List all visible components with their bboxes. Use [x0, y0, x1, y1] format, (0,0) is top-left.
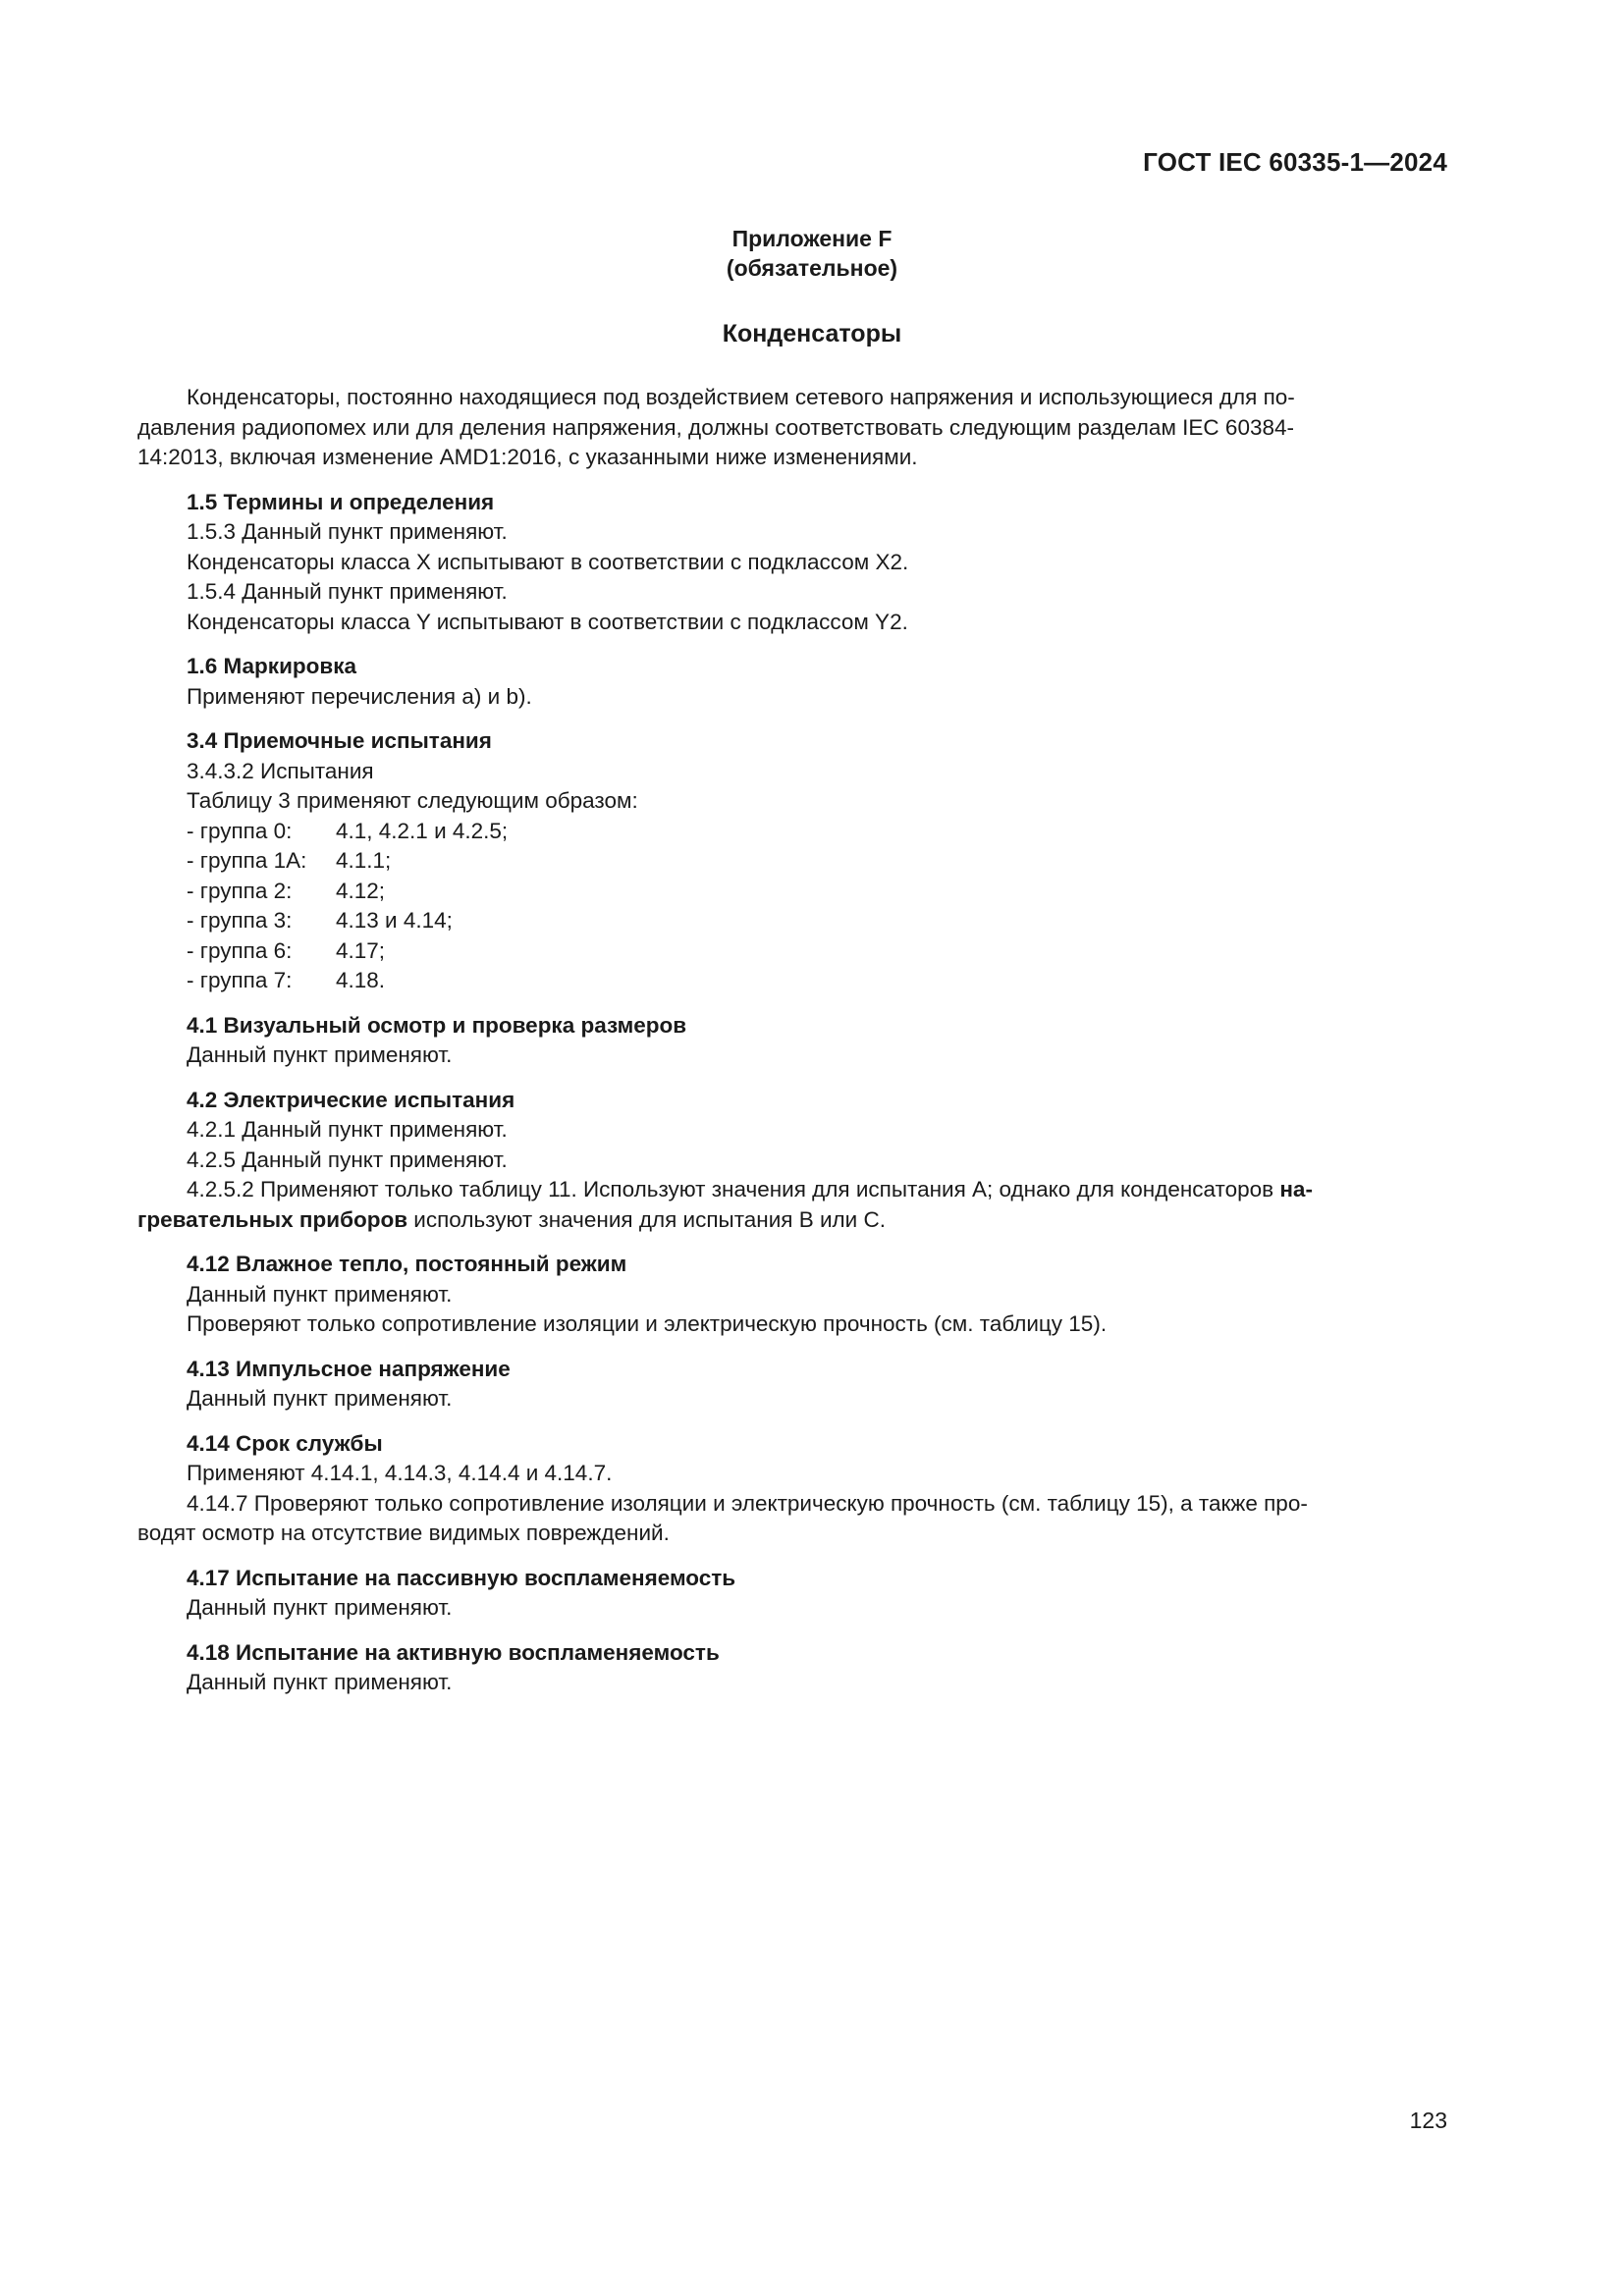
bold-term: гревательных приборов	[137, 1206, 408, 1232]
group-row	[187, 846, 1446, 877]
section-4-12	[187, 1250, 1446, 1340]
section-line: Данный пункт применяют.	[187, 1042, 453, 1067]
section-title: Конденсаторы	[722, 320, 902, 347]
group-label: - группа 7:	[187, 968, 293, 992]
section-line: Данный пункт применяют.	[187, 1281, 453, 1307]
appendix-subtitle: (обязательное)	[726, 255, 898, 281]
section-3-4	[187, 726, 1446, 996]
section-heading: 4.1 Визуальный осмотр и проверка размеров	[187, 1012, 687, 1038]
document-body	[137, 383, 1446, 1713]
section-line: 4.2.5 Данный пункт применяют.	[187, 1147, 508, 1172]
group-row	[187, 877, 1446, 907]
section-line: Данный пункт применяют.	[187, 1386, 453, 1411]
group-label: - группа 0:	[187, 818, 293, 843]
section-line: 4.14.7 Проверяют только сопротивление изоляции и электрическую прочность (см. таблицу 15), а также про-	[187, 1490, 1308, 1516]
group-value: 4.13 и 4.14;	[336, 908, 453, 933]
section-line: водят осмотр на отсутствие видимых повреждений.	[137, 1521, 670, 1545]
section-line: Данный пункт применяют.	[187, 1595, 453, 1620]
appendix-title: Приложение F	[731, 226, 893, 251]
group-row	[187, 936, 1446, 967]
group-value: 4.17;	[336, 937, 386, 963]
section-1-6	[187, 652, 1446, 712]
section-4-14	[137, 1429, 1446, 1549]
group-value: 4.1.1;	[336, 848, 392, 873]
section-4-17	[187, 1564, 1446, 1624]
group-value: 4.1, 4.2.1 и 4.2.5;	[336, 818, 509, 843]
section-4-18	[187, 1638, 1446, 1698]
group-row	[187, 966, 1446, 996]
section-line: Проверяют только сопротивление изоляции и электрическую прочность (см. таблицу 15).	[187, 1311, 1108, 1336]
group-value: 4.18.	[336, 968, 386, 992]
section-line: 3.4.3.2 Испытания	[187, 758, 374, 783]
text-run: используют значения для испытания В или С.	[407, 1206, 886, 1232]
section-1-5	[187, 488, 1446, 638]
section-heading: 3.4 Приемочные испытания	[187, 728, 492, 753]
section-4-13	[187, 1355, 1446, 1415]
section-line: Применяют перечисления а) и b).	[187, 683, 532, 709]
section-line: 1.5.4 Данный пункт применяют.	[187, 579, 508, 604]
intro-paragraph	[137, 383, 1446, 473]
section-heading: 4.14 Срок службы	[187, 1430, 383, 1456]
intro-line-1: Конденсаторы, постоянно находящиеся под воздействием сетевого напряжения и использующиеся для по-	[187, 385, 1295, 409]
group-value: 4.12;	[336, 878, 386, 903]
section-4-1	[187, 1011, 1446, 1071]
group-row	[187, 817, 1446, 847]
section-line: Данный пункт применяют.	[187, 1670, 453, 1694]
section-line: 4.2.1 Данный пункт применяют.	[187, 1117, 508, 1142]
section-heading: 1.5 Термины и определения	[187, 489, 495, 514]
group-row	[187, 906, 1446, 936]
section-heading: 4.17 Испытание на пассивную воспламеняемость	[187, 1565, 736, 1590]
section-heading: 4.13 Импульсное напряжение	[187, 1356, 511, 1381]
page-number: 123	[1409, 2108, 1447, 2133]
section-line	[137, 1205, 1446, 1236]
section-line: Конденсаторы класса Y испытывают в соответствии с подклассом Y2.	[187, 609, 908, 634]
document-code-header: ГОСТ IEC 60335-1—2024	[1143, 147, 1447, 177]
section-line: Конденсаторы класса X испытывают в соответствии с подклассом X2.	[187, 549, 909, 574]
section-4-2	[137, 1086, 1446, 1236]
intro-line-3: 14:2013, включая изменение AMD1:2016, с указанными ниже изменениями.	[137, 445, 918, 469]
section-line	[187, 1175, 1446, 1205]
text-run: 4.2.5.2 Применяют только таблицу 11. Используют значения для испытания А; однако для конденсаторов	[187, 1177, 1280, 1201]
bold-term: на-	[1279, 1177, 1313, 1201]
section-heading: 4.2 Электрические испытания	[187, 1087, 515, 1112]
section-heading: 4.18 Испытание на активную воспламеняемость	[187, 1639, 720, 1665]
appendix-heading	[0, 224, 1624, 283]
section-line: Таблицу 3 применяют следующим образом:	[187, 788, 638, 813]
intro-line-2: давления радиопомех или для деления напряжения, должны соответствовать следующим разделам IEC 60384-	[137, 414, 1294, 440]
group-label: - группа 6:	[187, 937, 293, 963]
section-heading: 1.6 Маркировка	[187, 654, 356, 678]
section-line: Применяют 4.14.1, 4.14.3, 4.14.4 и 4.14.7.	[187, 1461, 613, 1485]
group-label: - группа 1А:	[187, 848, 307, 873]
group-label: - группа 2:	[187, 878, 293, 903]
section-line: 1.5.3 Данный пункт применяют.	[187, 519, 508, 544]
group-label: - группа 3:	[187, 908, 293, 933]
section-heading: 4.12 Влажное тепло, постоянный режим	[187, 1252, 627, 1276]
